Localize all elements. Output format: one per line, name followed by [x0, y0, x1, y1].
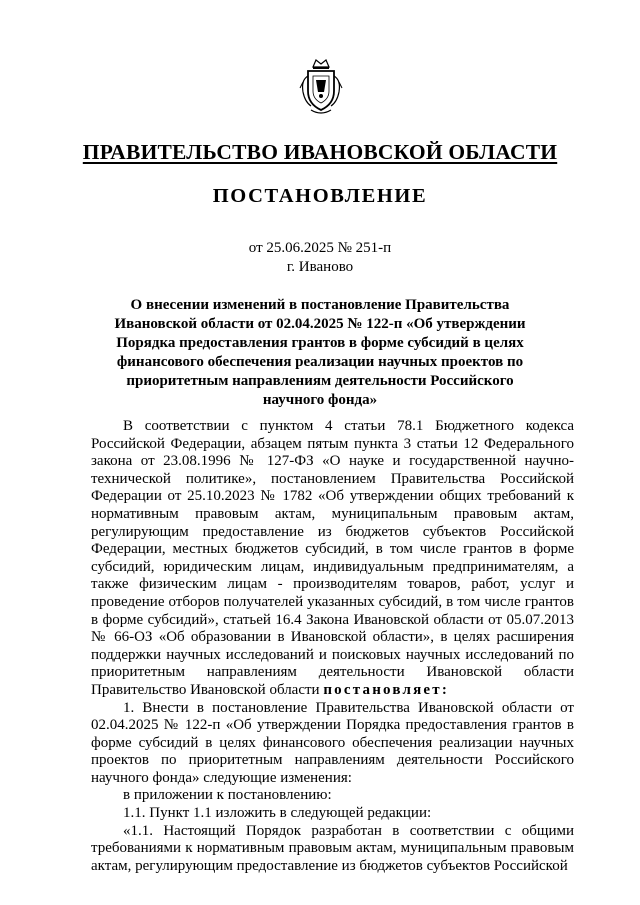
preamble-paragraph [91, 418, 574, 700]
document-date-number: от 25.06.2025 № 251-п [248, 240, 392, 256]
item-1-intro-paragraph: в приложении к постановлению: [123, 787, 332, 804]
document-city: г. Иваново [286, 259, 354, 275]
item-1-1-quote-paragraph: «1.1. Настоящий Порядок разработан в соответствии с общими требованиями к нормативным правовым актам, муниципальным правовым актам, регулирующим предоставление из бюджетов субъектов Российской [91, 822, 574, 874]
government-title: ПРАВИТЕЛЬСТВО ИВАНОВСКОЙ ОБЛАСТИ [82, 140, 558, 164]
document-type: ПОСТАНОВЛЕНИЕ [212, 185, 428, 207]
ivanovo-coat-of-arms-icon [299, 58, 343, 118]
document-subject: О внесении изменений в постановление Правительства Ивановской области от 02.04.2025 № 122-п «Об утверждении Порядка предоставления грантов в форме субсидий в целях финансового обеспечения реализации научных проектов по приоритетным направлениям деятельности Российского научного фонда» [114, 297, 526, 408]
item-1-paragraph: 1. Внести в постановление Правительства Ивановской области от 02.04.2025 № 122-п «Об утверждении Порядка предоставления грантов в форме субсидий в целях финансового обеспечения реализации научных проектов по приоритетным направлениям деятельности Российского научного фонда» следующие изменения: [91, 699, 574, 786]
decree-word: постановляет: [323, 681, 450, 698]
document-body [91, 418, 574, 875]
preamble-text: В соответствии с пунктом 4 статьи 78.1 Бюджетного кодекса Российской Федерации, абзацем пятым пункта 3 статьи 12 Федерального закона от 23.08.1996 № 127-ФЗ «О науке и государственной научно-технической политике», постановлением Правительства Российской Федерации от 25.10.2023 № 1782 «Об утверждении общих требований к нормативным правовым актам, муниципальным правовым актам, регулирующим предоставление из бюджетов субъектов Российской Федерации, местных бюджетов субсидий, в том числе грантов в форме субсидий, юридическим лицам, индивидуальным предпринимателям, а также физическим лицам - производителям товаров, работ, услуг и проведение отборов получателей указанных субсидий, в том числе грантов в форме субсидий», статьей 16.4 Закона Ивановской области от 05.07.2013 № 66-ОЗ «Об образовании в Ивановской области», в целях расширения поддержки научных исследований и поисковых научных исследований по приоритетным направлениям деятельности Ивановской области Правительство Ивановской области [91, 418, 574, 698]
item-1-1-paragraph: 1.1. Пункт 1.1 изложить в следующей редакции: [123, 805, 432, 822]
